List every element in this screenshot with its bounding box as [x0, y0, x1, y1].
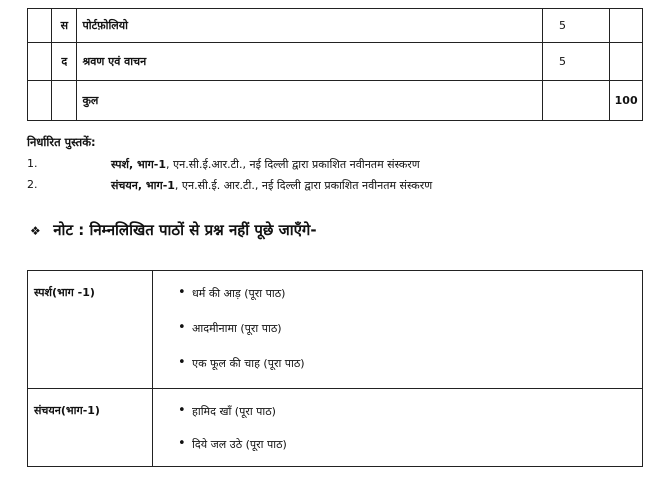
row-total [609, 43, 642, 81]
table-row [28, 389, 643, 467]
book-text [111, 157, 420, 172]
row-label: पोर्टफ़ोलियो [77, 9, 543, 43]
table-row [28, 43, 643, 81]
blank-cell [28, 43, 52, 81]
list-item: • हामिद खाँ (पूरा पाठ) [154, 404, 641, 437]
row-label: कुल [77, 81, 543, 121]
books-heading: निर्धारित पुस्तकें: [27, 135, 96, 149]
row-total [609, 9, 642, 43]
omitted-lessons-table [27, 270, 643, 467]
row-label: श्रवण एवं वाचन [77, 43, 543, 81]
book-name: संचयन(भाग-1) [28, 389, 153, 467]
book-title: संचयन, भाग-1 [111, 179, 175, 192]
table-row [28, 9, 643, 43]
diamond-bullet-icon: ❖ [30, 224, 41, 238]
lesson-list [154, 272, 641, 386]
row-code [52, 81, 77, 121]
book-publisher: , एन.सी.ई. आर.टी., नई दिल्ली द्वारा प्रकाशित नवीनतम संस्करण [174, 179, 433, 192]
note-text: नोट : निम्नलिखित पाठों से प्रश्न नहीं पूछे जाएँगे- [53, 221, 317, 239]
table-row [28, 271, 643, 389]
blank-cell [28, 81, 52, 121]
book-number: 1. [27, 157, 38, 170]
book-name: स्पर्श(भाग -1) [28, 271, 153, 389]
marks-table [27, 8, 643, 121]
blank-cell [28, 9, 52, 43]
lesson-list-cell [153, 271, 643, 389]
book-text [111, 178, 432, 193]
list-item: • धर्म की आड़ (पूरा पाठ) [154, 286, 641, 321]
table-row [28, 81, 643, 121]
lesson-list-cell [153, 389, 643, 467]
book-number: 2. [27, 178, 38, 191]
row-marks [543, 81, 610, 121]
list-item: • आदमीनामा (पूरा पाठ) [154, 321, 641, 356]
book-title: स्पर्श, भाग-1 [111, 158, 167, 171]
row-code: स [52, 9, 77, 43]
row-total: 100 [609, 81, 642, 121]
lesson-list [154, 390, 641, 465]
list-item: • दिये जल उठे (पूरा पाठ) [154, 437, 641, 465]
row-marks: 5 [543, 9, 610, 43]
row-code: द [52, 43, 77, 81]
note-heading [30, 220, 317, 240]
row-marks: 5 [543, 43, 610, 81]
list-item: • एक फूल की चाह (पूरा पाठ) [154, 356, 641, 386]
book-publisher: , एन.सी.ई.आर.टी., नई दिल्ली द्वारा प्रकाशित नवीनतम संस्करण [166, 158, 420, 171]
